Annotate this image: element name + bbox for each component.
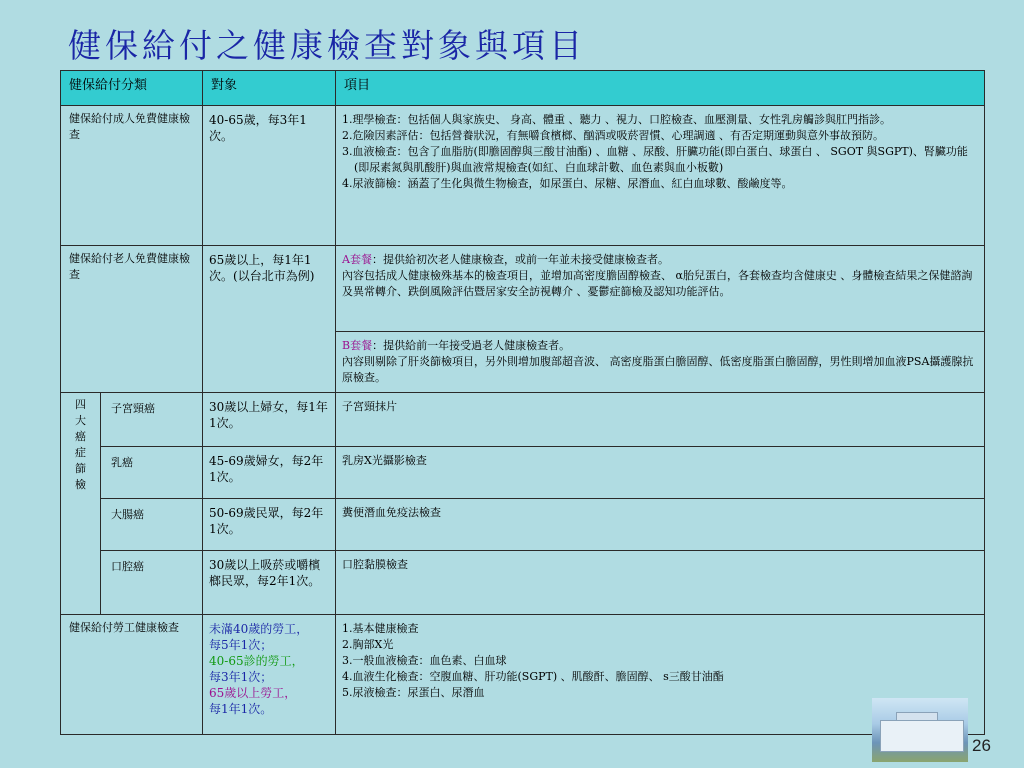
cancer-target: 30歲以上吸菸或嚼檳榔民眾，每2年1次。 [203, 551, 336, 615]
cancer-item: 口腔黏膜檢查 [336, 551, 985, 615]
table-row [61, 393, 985, 447]
target-elder: 65歲以上，每1年1次。(以台北市為例) [203, 246, 336, 393]
list-item: 2.危險因素評估：包括營養狀況，有無嚼食檳榔、酗酒或吸菸習慣、心理調適 、有否定期運動與意外事故預防。 [342, 129, 885, 142]
cancer-name: 大腸癌 [101, 499, 203, 551]
category-label: 健保給付勞工健康檢查 [69, 621, 179, 634]
list-item: 3.血液檢查：包含了血脂肪(即膽固醇與三酸甘油酯) 、血糖 、尿酸、肝臟功能(即白蛋白、球蛋白 、 SGOT 與SGPT)、腎臟功能(即尿素氮與肌酸肝)與血液常規檢查(如紅、白血球計數、血色素與血小板數) [342, 145, 968, 174]
table-row [61, 447, 985, 499]
cancer-name: 乳癌 [101, 447, 203, 499]
table-row [61, 615, 985, 735]
building-lower [880, 720, 964, 752]
items-adult [336, 106, 985, 246]
list-item: 4.尿液篩檢：涵蓋了生化與微生物檢查，如尿蛋白、尿糖、尿潛血、紅白血球數、酸鹼度等。 [342, 177, 793, 190]
cancer-name: 口腔癌 [101, 551, 203, 615]
page-title: 健保給付之健康檢查對象與項目 [68, 26, 586, 65]
labor-target-line: 未滿40歲的勞工， [209, 622, 309, 636]
table-header-row [61, 71, 985, 106]
cancer-item: 糞便潛血免疫法檢查 [336, 499, 985, 551]
package-b-detail: 內容則剔除了肝炎篩檢項目，另外則增加腹部超音波、 高密度脂蛋白膽固醇、低密度脂蛋白膽固醇，男性則增加血液PSA攝護腺抗原檢查。 [342, 355, 974, 384]
labor-target-line: 每1年1次。 [209, 702, 273, 716]
table-row [61, 106, 985, 246]
target-adult: 40-65歲，每3年1次。 [203, 106, 336, 246]
category-labor [61, 615, 203, 735]
page-number: 26 [972, 736, 991, 755]
package-a-label: A套餐 [342, 253, 372, 266]
labor-target-line: 每3年1次； [209, 670, 273, 684]
cancer-group-label [61, 393, 101, 615]
labor-target-line: 40-65診的勞工， [209, 654, 304, 668]
list-item: 4.血液生化檢查：空腹血糖、肝功能(SGPT) 、肌酸酐、膽固醇、 s三酸甘油酯 [342, 670, 724, 683]
category-label: 健保給付成人免費健康檢查 [69, 112, 190, 141]
category-elder [61, 246, 203, 393]
cancer-item: 子宮頸抹片 [336, 393, 985, 447]
labor-target-line: 每5年1次； [209, 638, 273, 652]
header-category: 健保給付分類 [61, 71, 203, 106]
package-b-desc: ：提供給前一年接受過老人健康檢查者。 [372, 339, 571, 352]
header-target: 對象 [203, 71, 336, 106]
table-row [61, 246, 985, 332]
target-labor [203, 615, 336, 735]
cancer-group-text: 四 大 癌 症 篩 檢 [75, 398, 86, 491]
health-check-table [60, 70, 985, 735]
cancer-target: 30歲以上婦女，每1年1次。 [203, 393, 336, 447]
table-row [61, 499, 985, 551]
category-label: 健保給付老人免費健康檢查 [69, 252, 190, 281]
list-item: 2.胸部X光 [342, 638, 394, 651]
cancer-target: 50-69歲民眾，每2年1次。 [203, 499, 336, 551]
package-a-detail: 內容包括成人健康檢殊基本的檢查項目，並增加高密度膽固醇檢查、 α胎兒蛋白，各套檢查均含健康史 、身體檢查結果之保健諮詢及異常轉介、跌倒風險評估暨居家安全訪視轉介 、憂鬱症篩檢及認知功能評估。 [342, 269, 973, 298]
cancer-item: 乳房X光攝影檢查 [336, 447, 985, 499]
list-item: 1.基本健康檢查 [342, 622, 419, 635]
list-item: 5.尿液檢查：尿蛋白、尿潛血 [342, 686, 485, 699]
package-a-desc: ：提供給初次老人健康檢查，或前一年並未接受健康檢查者。 [371, 253, 669, 266]
table-row [61, 551, 985, 615]
list-item: 3.一般血液檢查：血色素、白血球 [342, 654, 507, 667]
labor-target-line: 65歲以上勞工， [209, 686, 297, 700]
package-b-label: B套餐 [342, 339, 373, 352]
cancer-name: 子宮頸癌 [101, 393, 203, 447]
items-elder-b [336, 332, 985, 393]
cancer-target: 45-69歲婦女，每2年1次。 [203, 447, 336, 499]
list-item: 1.理學檢查：包括個人與家族史、 身高、體重 、聽力 、視力、口腔檢查、血壓測量、女性乳房觸診與肛門指診。 [342, 113, 891, 126]
hospital-building-image [872, 698, 968, 762]
items-elder-a [336, 246, 985, 332]
category-adult [61, 106, 203, 246]
header-items: 項目 [336, 71, 985, 106]
